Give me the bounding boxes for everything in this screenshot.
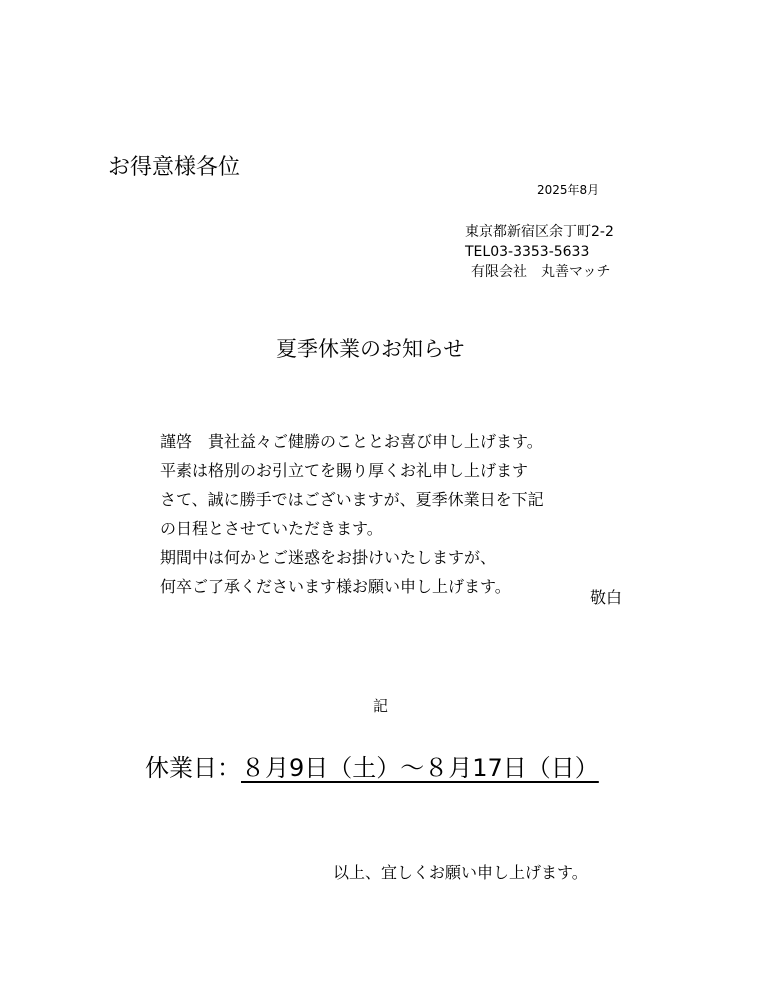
recipient-heading: お得意様各位 bbox=[108, 155, 241, 180]
ki-heading: 記 bbox=[373, 697, 389, 715]
sender-block bbox=[465, 222, 614, 282]
document-date: 2025年8月 bbox=[537, 183, 600, 197]
body-line: 謹啓 貴社益々ご健勝のこととお喜び申し上げます。 bbox=[160, 432, 543, 451]
body-line: 期間中は何かとご迷惑をお掛けいたしますが、 bbox=[160, 548, 497, 567]
holiday-dates: ８月9日（土）～８月17日（日） bbox=[241, 754, 599, 782]
notice-title: 夏季休業のお知らせ bbox=[276, 337, 465, 361]
holiday-label: 休業日： bbox=[145, 754, 241, 782]
body-line: 平素は格別のお引立てを賜り厚くお礼申し上げます bbox=[160, 461, 529, 480]
holiday-line bbox=[145, 748, 599, 783]
body-line: 何卒ご了承くださいます様お願い申し上げます。 bbox=[160, 577, 511, 596]
body-paragraph bbox=[160, 427, 544, 601]
sender-company: 有限会社 丸善マッチ bbox=[471, 264, 611, 280]
sender-tel: TEL03-3353-5633 bbox=[465, 244, 590, 260]
sender-address: 東京都新宿区余丁町2-2 bbox=[465, 224, 614, 240]
closing-word: 敬白 bbox=[590, 588, 623, 607]
body-line: の日程とさせていただきます。 bbox=[160, 519, 383, 538]
body-line: さて、誠に勝手ではございますが、夏季休業日を下記 bbox=[160, 490, 544, 509]
ending-line: 以上、宜しくお願い申し上げます。 bbox=[333, 863, 588, 882]
